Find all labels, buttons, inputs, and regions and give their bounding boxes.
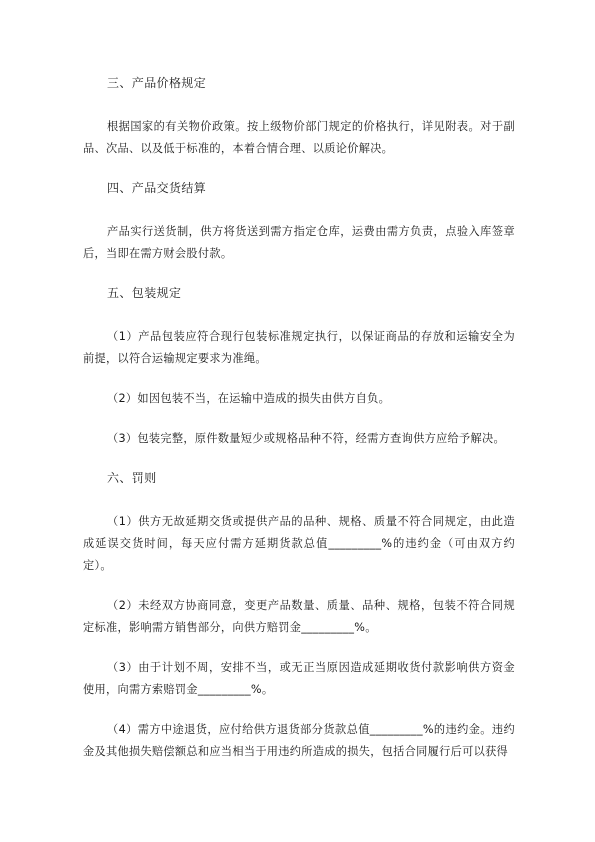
section-5-paragraph-1: （1）产品包装应符合现行包装标准规定执行，以保证商品的存放和运输安全为前提，以符合运输规定要求为准绳。 [83, 330, 515, 365]
section-5-paragraph-2: （2）如因包装不当，在运输中造成的损失由供方自负。 [107, 392, 391, 405]
section-6-paragraph-3: （3）由于计划不周，安排不当，或无正当原因造成延期收货付款影响供方资金使用，向需方索赔罚金_________%。 [83, 661, 515, 696]
section-6-paragraph-2: （2）未经双方协商同意，变更产品数量、质量、品种、规格，包装不符合同规定标准，影响需方销售部分，向供方赔罚金_________%。 [83, 599, 515, 634]
section-3-heading: 三、产品价格规定 [107, 76, 207, 90]
section-6-heading: 六、罚则 [107, 471, 157, 485]
section-4-paragraph-1: 产品实行送货制，供方将货送到需方指定仓库，运费由需方负责，点验入库签章后，当即在需方财会股付款。 [83, 225, 515, 260]
section-3-paragraph-1: 根据国家的有关物价政策。按上级物价部门规定的价格执行，详见附表。对于副品、次品、以及低于标准的，本着合情合理、以质论价解决。 [83, 120, 515, 155]
document-body [83, 73, 515, 781]
section-6-paragraph-4: （4）需方中途退货，应付给供方退货部分货款总值_________%的违约金。违约金及其他损失赔偿额总和应当相当于用违约所造成的损失，包括合同履行后可以获得 [83, 723, 515, 758]
section-5-paragraph-3: （3）包装完整，原件数量短少或规格品种不符，经需方查询供方应给予解决。 [107, 432, 505, 445]
section-6-paragraph-1: （1）供方无故延期交货或提供产品的品种、规格、质量不符合同规定，由此造成延误交货时间，每天应付需方延期货款总值_________%的违约金（可由双方约定）。 [83, 515, 515, 572]
section-5-heading: 五、包装规定 [107, 286, 182, 300]
section-4-heading: 四、产品交货结算 [107, 181, 207, 195]
